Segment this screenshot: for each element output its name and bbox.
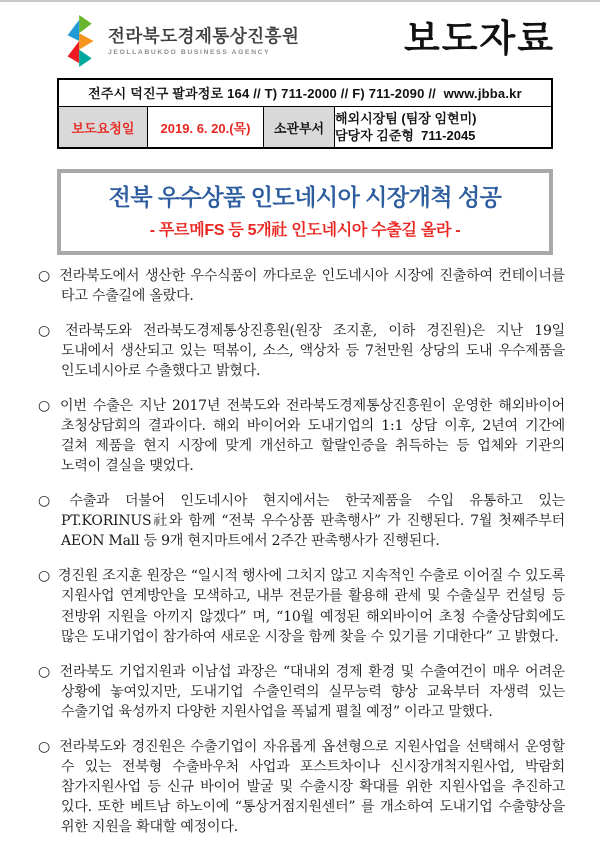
request-date-value: 2019. 6. 20.(목) — [148, 107, 264, 147]
body-paragraph — [38, 396, 565, 477]
bullet-icon: ○ — [38, 493, 62, 510]
department-label: 소관부서 — [264, 107, 335, 147]
contact-info-table — [57, 78, 553, 149]
agency-address-line: 전주시 덕진구 팔과정로 164 // T) 711-2000 // F) 711-2090 // www.jbba.kr — [59, 80, 551, 107]
header — [38, 2, 565, 78]
agency-logo — [66, 15, 299, 67]
bullet-icon: ○ — [38, 397, 53, 414]
headline-subtitle: - 푸르메FS 등 5개社 인도네시아 수출길 올라 - — [149, 221, 461, 239]
bullet-icon: ○ — [38, 322, 58, 339]
department-contact — [335, 107, 551, 147]
paragraph-text: 수출과 더불어 인도네시아 현지에서는 한국제품을 수입 유통하고 있는 PT.KORINUS社와 함께 “전북 우수상품 판촉행사” 가 진행된다. 7월 첫째주부터 AEON Mall 등 9개 현지마트에서 2주간 판촉행사가 진행된다. — [61, 493, 565, 550]
body-paragraph — [38, 321, 565, 382]
bullet-icon: ○ — [38, 738, 52, 755]
headline-title: 전북 우수상품 인도네시아 시장개척 성공 — [108, 184, 502, 210]
paragraph-text: 경진원 조지훈 원장은 “일시적 행사에 그치지 않고 지속적인 수출로 이어질 수 있도록 지원사업 연계방안을 모색하고, 내부 전문가를 활용해 관세 및 수출실무 컨설팅 등 전방위 지원을 아끼지 않겠다” 며, “10월 예정된 해외바이어 초청 수출상담회에도 많은 도내기업이 참가하여 새로운 시장을 함께 찾을 수 있기를 기대한다” 고 밝혔다. — [58, 568, 565, 645]
body-paragraph — [38, 491, 565, 552]
headline-box — [57, 169, 553, 255]
paragraph-text: 전라북도와 전라북도경제통상진흥원(원장 조지훈, 이하 경진원)은 지난 19일 도내에서 생산되고 있는 떡볶이, 소스, 액상차 등 7천만원 상당의 도내 우수제품을 인도네시아로 수출했다고 밝혔다. — [61, 322, 565, 380]
agency-logo-icon — [66, 15, 100, 67]
bullet-icon: ○ — [38, 267, 52, 284]
paragraph-text: 이번 수출은 지난 2017년 전북도와 전라북도경제통상진흥원이 운영한 해외바이어 초청상담회의 결과이다. 해외 바이어와 도내기업의 1:1 상담 이후, 2년여 기간에 걸쳐 제품을 현지 시장에 맞게 개선하고 할랄인증을 취득하는 등 업체와 기관의 노력이 결실을 맺었다. — [60, 397, 565, 475]
bullet-icon: ○ — [38, 663, 52, 680]
agency-name: 전라북도경제통상진흥원 — [108, 26, 300, 47]
body-paragraph — [38, 662, 565, 723]
paragraph-text: 전라북도 기업지원과 이남섭 과장은 “대내외 경제 환경 및 수출여건이 매우 어려운 상황에 놓여있지만, 도내기업 수출인력의 실무능력 향상 교육부터 자생력 있는 수출기업 육성까지 다양한 지원사업을 폭넓게 펼칠 예정” 이라고 말했다. — [59, 663, 565, 720]
paragraph-text: 전라북도와 경진원은 수출기업이 자유롭게 옵션형으로 지원사업을 선택해서 운영할 수 있는 전북형 수출바우처 사업과 포스트차이나 신시장개척지원사업, 박람회 참가지원사업 등 신규 바이어 발굴 및 수출시장 확대를 위한 지원사업을 추진하고 있다. 또한 베트남 하노이에 “통상거점지원센터” 를 개소하여 도내기업 수출향상을 위한 지원을 확대할 예정이다. — [59, 738, 565, 836]
document-type-title: 보도자료 — [404, 18, 555, 59]
agency-name-english: JEOLLABUKDO BUSINESS AGENCY — [108, 48, 271, 56]
body-paragraph — [38, 566, 565, 647]
agency-logo-text — [108, 26, 299, 55]
bullet-icon: ○ — [38, 568, 51, 585]
department-manager-line: 담당자 김준형 711-2045 — [335, 128, 476, 143]
press-release-body — [38, 266, 565, 838]
department-team-line: 해외시장팀 (팀장 임현미) — [335, 111, 477, 126]
press-detail-row — [59, 107, 551, 147]
paragraph-text: 전라북도에서 생산한 우수식품이 까다로운 인도네시아 시장에 진출하여 컨테이너를 타고 수출길에 올랐다. — [59, 267, 565, 304]
body-paragraph — [38, 266, 565, 306]
body-paragraph — [38, 737, 565, 838]
request-date-label: 보도요청일 — [59, 107, 148, 147]
